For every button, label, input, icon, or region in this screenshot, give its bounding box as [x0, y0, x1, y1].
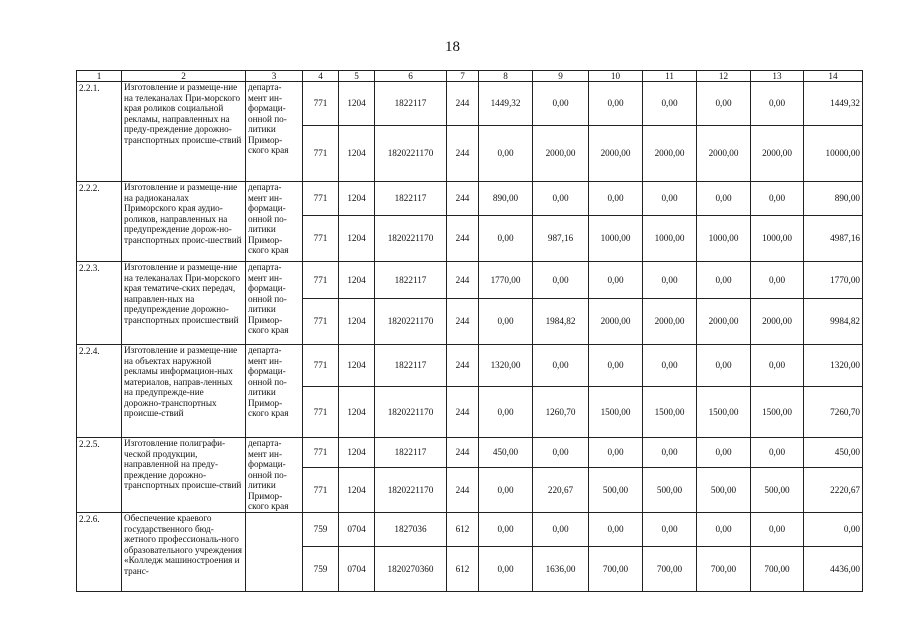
- table-row: [77, 438, 863, 468]
- item-number: 2.2.5.: [77, 438, 122, 513]
- table-cell: 0,00: [479, 547, 533, 592]
- item-description: Изготовление и размеще-ние на радиоканалах Приморского края аудио-роликов, направленных на предупреждение дорож-но-транспортных проис-шествий: [122, 182, 246, 262]
- column-header: 3: [246, 71, 303, 82]
- table-cell: 1820221170: [375, 468, 447, 513]
- table-cell: 1822117: [375, 438, 447, 468]
- column-header: 5: [339, 71, 375, 82]
- table-cell: 0,00: [533, 82, 589, 126]
- item-number: 2.2.3.: [77, 262, 122, 345]
- column-header: 4: [303, 71, 339, 82]
- table-cell: 1000,00: [697, 216, 751, 262]
- table-cell: 0,00: [589, 438, 643, 468]
- table-cell: 1449,32: [479, 82, 533, 126]
- table-cell: 1204: [339, 182, 375, 216]
- table-cell: 450,00: [804, 438, 863, 468]
- column-header: 6: [375, 71, 447, 82]
- table-cell: 0,00: [589, 262, 643, 299]
- item-number: 2.2.1.: [77, 82, 122, 182]
- table-cell: 2000,00: [589, 299, 643, 345]
- table-cell: 0,00: [697, 345, 751, 387]
- table-cell: 0,00: [479, 216, 533, 262]
- table-cell: 1320,00: [804, 345, 863, 387]
- table-cell: 244: [447, 299, 479, 345]
- budget-table: [76, 70, 863, 592]
- table-cell: 1000,00: [643, 216, 697, 262]
- item-description: Изготовление и размеще-ние на телеканалах При-морского края роликов социальной рекламы, направленных на преду-преждение дорожно-транспортных происше-ствий: [122, 82, 246, 182]
- column-header: 2: [122, 71, 246, 82]
- item-description: Изготовление и размеще-ние на объектах наружной рекламы информацион-ных материалов, направ-ленных на предупрежде-ние дорожно-транспортных происше-ствий: [122, 345, 246, 438]
- table-cell: 1500,00: [643, 387, 697, 438]
- table-cell: 0,00: [479, 513, 533, 547]
- column-header: 1: [77, 71, 122, 82]
- page-number: 18: [445, 39, 460, 55]
- table-row: [77, 182, 863, 216]
- table-cell: 890,00: [804, 182, 863, 216]
- responsible-department: [246, 513, 303, 592]
- table-cell: 0,00: [697, 82, 751, 126]
- table-cell: 612: [447, 547, 479, 592]
- table-cell: 1820221170: [375, 126, 447, 182]
- table-cell: 700,00: [643, 547, 697, 592]
- table-cell: 244: [447, 216, 479, 262]
- table-cell: 987,16: [533, 216, 589, 262]
- table-cell: 0,00: [589, 82, 643, 126]
- table-cell: 0,00: [589, 182, 643, 216]
- table-cell: 0,00: [643, 345, 697, 387]
- table-body: [77, 71, 863, 592]
- table-cell: 0,00: [589, 513, 643, 547]
- responsible-department: департа-мент ин-формаци-онной по-литики Примор-ского края: [246, 182, 303, 262]
- item-description: Обеспечение краевого государственного бюд-жетного профессиональ-ного образовательного учреждения «Колледж машиностроения и транс-: [122, 513, 246, 592]
- table-cell: 771: [303, 438, 339, 468]
- table-cell: 0,00: [479, 468, 533, 513]
- table-row: [77, 82, 863, 126]
- table-cell: 0,00: [643, 438, 697, 468]
- table-cell: 1204: [339, 387, 375, 438]
- table-cell: 700,00: [697, 547, 751, 592]
- table-cell: 2000,00: [643, 299, 697, 345]
- table-cell: 0,00: [533, 345, 589, 387]
- table-cell: 1204: [339, 299, 375, 345]
- table-cell: 1820270360: [375, 547, 447, 592]
- item-number: 2.2.4.: [77, 345, 122, 438]
- table-cell: 0,00: [697, 262, 751, 299]
- table-cell: 0,00: [533, 182, 589, 216]
- responsible-department: департа-мент ин-формаци-онной по-литики Примор-ского края: [246, 438, 303, 513]
- table-cell: 0,00: [697, 438, 751, 468]
- item-description: Изготовление и размеще-ние на телеканалах При-морского края тематиче-ских передач, направлен-ных на предупреждение дорожно-транспортных происшествий: [122, 262, 246, 345]
- table-cell: 500,00: [589, 468, 643, 513]
- table-cell: 2000,00: [697, 126, 751, 182]
- table-cell: 4436,00: [804, 547, 863, 592]
- table-cell: 2000,00: [643, 126, 697, 182]
- table-cell: 0,00: [697, 182, 751, 216]
- table-cell: 1000,00: [751, 216, 804, 262]
- table-cell: 1636,00: [533, 547, 589, 592]
- responsible-department: департа-мент ин-формаци-онной по-литики Примор-ского края: [246, 82, 303, 182]
- table-cell: 4987,16: [804, 216, 863, 262]
- table-cell: 771: [303, 387, 339, 438]
- table-cell: 0,00: [533, 513, 589, 547]
- table-cell: 0,00: [751, 345, 804, 387]
- table-cell: 0,00: [643, 182, 697, 216]
- table-cell: 244: [447, 438, 479, 468]
- table-cell: 759: [303, 547, 339, 592]
- item-number: 2.2.6.: [77, 513, 122, 592]
- column-header: 13: [751, 71, 804, 82]
- table-cell: 1822117: [375, 262, 447, 299]
- table-cell: 771: [303, 216, 339, 262]
- table-cell: 0704: [339, 513, 375, 547]
- table-cell: 1500,00: [589, 387, 643, 438]
- table-cell: 1820221170: [375, 216, 447, 262]
- table-row: [77, 345, 863, 387]
- item-number: 2.2.2.: [77, 182, 122, 262]
- table-cell: 1204: [339, 438, 375, 468]
- column-header: 7: [447, 71, 479, 82]
- table-cell: 244: [447, 468, 479, 513]
- table-cell: 771: [303, 82, 339, 126]
- table-cell: 0,00: [589, 345, 643, 387]
- table-cell: 0,00: [697, 513, 751, 547]
- table-cell: 0,00: [643, 262, 697, 299]
- responsible-department: департа-мент ин-формаци-онной по-литики Примор-ского края: [246, 262, 303, 345]
- table-cell: 1500,00: [697, 387, 751, 438]
- table-cell: 0,00: [751, 262, 804, 299]
- table-cell: 0,00: [804, 513, 863, 547]
- table-cell: 500,00: [643, 468, 697, 513]
- table-cell: 1204: [339, 345, 375, 387]
- table-cell: 244: [447, 345, 479, 387]
- table-cell: 771: [303, 182, 339, 216]
- table-row: [77, 513, 863, 547]
- table-cell: 0,00: [479, 299, 533, 345]
- table-cell: 0,00: [533, 438, 589, 468]
- column-header: 10: [589, 71, 643, 82]
- table-cell: 1320,00: [479, 345, 533, 387]
- table-cell: 0,00: [479, 126, 533, 182]
- table-cell: 0,00: [751, 182, 804, 216]
- table-cell: 1204: [339, 126, 375, 182]
- table-cell: 1204: [339, 216, 375, 262]
- header-row: [77, 71, 863, 82]
- table-cell: 0,00: [751, 513, 804, 547]
- responsible-department: департа-мент ин-формаци-онной по-литики Примор-ского края: [246, 345, 303, 438]
- table-cell: 7260,70: [804, 387, 863, 438]
- table-cell: 244: [447, 262, 479, 299]
- table-cell: 244: [447, 387, 479, 438]
- item-description: Изготовление полиграфи-ческой продукции, направленной на преду-преждение дорожно-транспортных происше-ствий: [122, 438, 246, 513]
- table-cell: 2220,67: [804, 468, 863, 513]
- table-cell: 1000,00: [589, 216, 643, 262]
- table-cell: 2000,00: [751, 299, 804, 345]
- column-header: 8: [479, 71, 533, 82]
- table-cell: 1822117: [375, 345, 447, 387]
- table-cell: 1204: [339, 262, 375, 299]
- table-cell: 0,00: [533, 262, 589, 299]
- table-cell: 500,00: [697, 468, 751, 513]
- column-header: 9: [533, 71, 589, 82]
- column-header: 11: [643, 71, 697, 82]
- table-cell: 1822117: [375, 182, 447, 216]
- table-cell: 771: [303, 262, 339, 299]
- table-cell: 500,00: [751, 468, 804, 513]
- table-cell: 2000,00: [589, 126, 643, 182]
- table-cell: 244: [447, 82, 479, 126]
- table-cell: 0704: [339, 547, 375, 592]
- table-cell: 244: [447, 126, 479, 182]
- table-cell: 2000,00: [751, 126, 804, 182]
- table-cell: 771: [303, 468, 339, 513]
- column-header: 14: [804, 71, 863, 82]
- table-cell: 220,67: [533, 468, 589, 513]
- table-cell: 0,00: [751, 438, 804, 468]
- table-cell: 1770,00: [479, 262, 533, 299]
- table-cell: 771: [303, 345, 339, 387]
- table-cell: 1822117: [375, 82, 447, 126]
- table-cell: 2000,00: [697, 299, 751, 345]
- table-cell: 700,00: [589, 547, 643, 592]
- table-cell: 1260,70: [533, 387, 589, 438]
- table-cell: 2000,00: [533, 126, 589, 182]
- table-cell: 1827036: [375, 513, 447, 547]
- table-cell: 1204: [339, 82, 375, 126]
- table-cell: 771: [303, 126, 339, 182]
- table-cell: 0,00: [751, 82, 804, 126]
- table-cell: 0,00: [643, 82, 697, 126]
- table-cell: 1449,32: [804, 82, 863, 126]
- table-cell: 700,00: [751, 547, 804, 592]
- table-cell: 0,00: [643, 513, 697, 547]
- table-cell: 1820221170: [375, 299, 447, 345]
- table-cell: 1770,00: [804, 262, 863, 299]
- table-cell: 759: [303, 513, 339, 547]
- table-cell: 612: [447, 513, 479, 547]
- table-cell: 1984,82: [533, 299, 589, 345]
- table-cell: 9984,82: [804, 299, 863, 345]
- table-cell: 771: [303, 299, 339, 345]
- table-cell: 0,00: [479, 387, 533, 438]
- table-cell: 244: [447, 182, 479, 216]
- table-row: [77, 262, 863, 299]
- table-cell: 1820221170: [375, 387, 447, 438]
- table-cell: 10000,00: [804, 126, 863, 182]
- table-cell: 890,00: [479, 182, 533, 216]
- column-header: 12: [697, 71, 751, 82]
- table-cell: 1500,00: [751, 387, 804, 438]
- table-cell: 1204: [339, 468, 375, 513]
- table-cell: 450,00: [479, 438, 533, 468]
